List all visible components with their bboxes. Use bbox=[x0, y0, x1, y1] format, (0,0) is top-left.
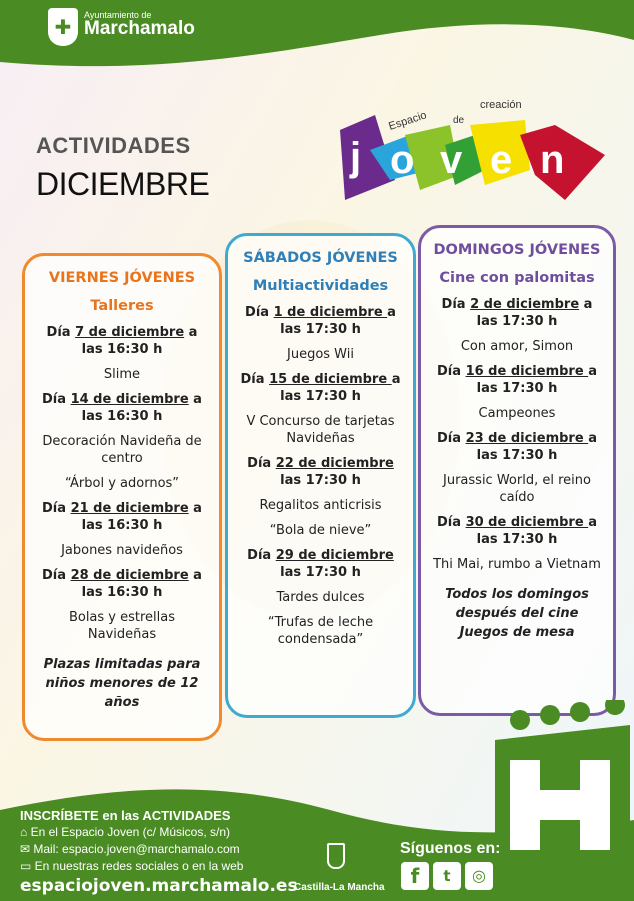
date-prefix: Día bbox=[42, 392, 71, 407]
activity-name: Bolas y estrellas Navideñas bbox=[68, 610, 176, 642]
date-prefix: Día bbox=[437, 364, 466, 379]
brand-letter: v bbox=[440, 138, 463, 182]
date-time: a las 17:30 h bbox=[476, 297, 593, 329]
activity-name: “Trufas de leche condensada” bbox=[267, 615, 374, 647]
event-date bbox=[35, 324, 209, 358]
date-value: 30 de diciembre bbox=[465, 515, 589, 530]
date-value: 15 de diciembre bbox=[269, 372, 392, 387]
activity-name: Tardes dulces bbox=[276, 590, 365, 605]
brand-creacion: creación bbox=[480, 99, 522, 111]
column-subtitle: Cine con palomitas bbox=[439, 270, 595, 286]
activity-name: Con amor, Simon bbox=[460, 339, 574, 354]
date-value: 1 de diciembre bbox=[273, 305, 388, 320]
activity-name: Regalitos anticrisis bbox=[259, 498, 382, 513]
cross-emblem bbox=[490, 700, 630, 900]
event-date bbox=[238, 304, 403, 338]
date-prefix: Día bbox=[247, 456, 276, 471]
date-time: a las 16:30 h bbox=[81, 568, 202, 600]
column-title: DOMINGOS JÓVENES bbox=[433, 242, 601, 258]
date-prefix: Día bbox=[437, 515, 466, 530]
column-title: SÁBADOS JÓVENES bbox=[243, 250, 398, 266]
brand-letter: n bbox=[540, 138, 565, 182]
instagram-icon[interactable]: ◎ bbox=[465, 862, 493, 890]
brand-letter: j bbox=[350, 135, 362, 179]
activity-name: V Concurso de tarjetas Navideñas bbox=[246, 414, 395, 446]
date-value: 7 de diciembre bbox=[75, 325, 185, 340]
activity-name: Decoración Navideña de centro bbox=[42, 434, 202, 466]
mail-icon: ✉ bbox=[20, 842, 34, 856]
activity-name: Juegos Wii bbox=[287, 347, 354, 362]
date-time: a las 17:30 h bbox=[280, 305, 396, 337]
home-icon: ⌂ bbox=[20, 825, 31, 839]
date-time: a las 17:30 h bbox=[476, 364, 597, 396]
event-date bbox=[431, 363, 603, 397]
logo-small-text: Ayuntamiento de bbox=[84, 10, 152, 20]
follow-label: Síguenos en: bbox=[400, 840, 501, 857]
brand-letter: o bbox=[390, 138, 415, 182]
event-date bbox=[431, 430, 603, 464]
activity-name: “Árbol y adornos” bbox=[64, 476, 180, 491]
activity-name: Jabones navideños bbox=[61, 543, 183, 558]
date-prefix: Día bbox=[441, 297, 471, 312]
footer-line-mail bbox=[20, 842, 240, 856]
column-subtitle: Multiactividades bbox=[252, 278, 389, 294]
event-date bbox=[431, 514, 603, 548]
date-prefix: Día bbox=[245, 305, 274, 320]
date-value: 22 de diciembre bbox=[275, 456, 394, 471]
date-prefix: Día bbox=[42, 568, 71, 583]
mail-link[interactable]: Mail: espacio.joven@marchamalo.com bbox=[33, 842, 240, 856]
column-note: Plazas limitadas para niños menores de 12 años bbox=[43, 657, 201, 710]
column-note: Todos los domingos después del cine Juegos de mesa bbox=[445, 587, 589, 640]
region-label: Castilla-La Mancha bbox=[294, 882, 385, 893]
date-value: 2 de diciembre bbox=[470, 297, 580, 312]
date-value: 23 de diciembre bbox=[465, 431, 589, 446]
twitter-icon[interactable]: t bbox=[433, 862, 461, 890]
column-viernes bbox=[22, 253, 222, 741]
column-sabados bbox=[225, 233, 416, 718]
footer-heading: INSCRÍBETE en las ACTIVIDADES bbox=[20, 808, 231, 823]
castilla-la-mancha-shield-icon bbox=[327, 843, 345, 869]
date-time: a las 16:30 h bbox=[81, 325, 198, 357]
brand-letter: e bbox=[490, 138, 513, 182]
event-date bbox=[238, 455, 403, 489]
event-date bbox=[35, 391, 209, 425]
activity-name: Slime bbox=[103, 367, 141, 382]
date-time: a las 17:30 h bbox=[476, 515, 597, 547]
event-date bbox=[238, 371, 403, 405]
event-date bbox=[35, 500, 209, 534]
shield-icon: ✚ bbox=[48, 8, 78, 46]
marchamalo-logo bbox=[48, 2, 195, 46]
title-actividades: ACTIVIDADES bbox=[36, 133, 191, 158]
date-time: a las 16:30 h bbox=[81, 392, 202, 424]
date-time: a las 17:30 h bbox=[280, 372, 401, 404]
date-prefix: Día bbox=[46, 325, 76, 340]
date-time: las 17:30 h bbox=[280, 565, 361, 580]
espacio-joven-logo bbox=[335, 95, 610, 205]
date-time: las 17:30 h bbox=[280, 473, 361, 488]
column-title: VIERNES JÓVENES bbox=[48, 270, 196, 286]
date-prefix: Día bbox=[240, 372, 270, 387]
date-time: a las 17:30 h bbox=[476, 431, 597, 463]
footer-line-social bbox=[20, 859, 243, 873]
date-value: 29 de diciembre bbox=[275, 548, 394, 563]
event-date bbox=[238, 547, 403, 581]
logo-big-text: Marchamalo bbox=[84, 18, 195, 39]
date-value: 28 de diciembre bbox=[70, 568, 189, 583]
activity-name: Thi Mai, rumbo a Vietnam bbox=[433, 557, 601, 572]
date-value: 16 de diciembre bbox=[465, 364, 589, 379]
title-month: DICIEMBRE bbox=[36, 166, 210, 202]
activity-name: Jurassic World, el reino caído bbox=[443, 473, 591, 505]
facebook-icon[interactable]: f bbox=[401, 862, 429, 890]
date-prefix: Día bbox=[42, 501, 71, 516]
address-text: En el Espacio Joven (c/ Músicos, s/n) bbox=[30, 825, 231, 839]
brand-espacio: Espacio bbox=[387, 109, 429, 133]
activity-name: Campeones bbox=[478, 406, 556, 421]
brand-de: de bbox=[453, 115, 465, 126]
column-domingos bbox=[418, 225, 616, 716]
date-value: 14 de diciembre bbox=[70, 392, 189, 407]
event-date bbox=[35, 567, 209, 601]
date-prefix: Día bbox=[437, 431, 466, 446]
date-time: a las 16:30 h bbox=[81, 501, 202, 533]
social-text: En nuestras redes sociales o en la web bbox=[34, 859, 244, 873]
date-prefix: Día bbox=[247, 548, 276, 563]
date-value: 21 de diciembre bbox=[70, 501, 189, 516]
footer-line-address bbox=[20, 825, 230, 839]
event-date bbox=[431, 296, 603, 330]
activity-name: “Bola de nieve” bbox=[269, 523, 372, 538]
column-subtitle: Talleres bbox=[90, 298, 154, 314]
website-link[interactable]: espaciojoven.marchamalo.es bbox=[20, 876, 298, 896]
monitor-icon: ▭ bbox=[20, 859, 35, 873]
